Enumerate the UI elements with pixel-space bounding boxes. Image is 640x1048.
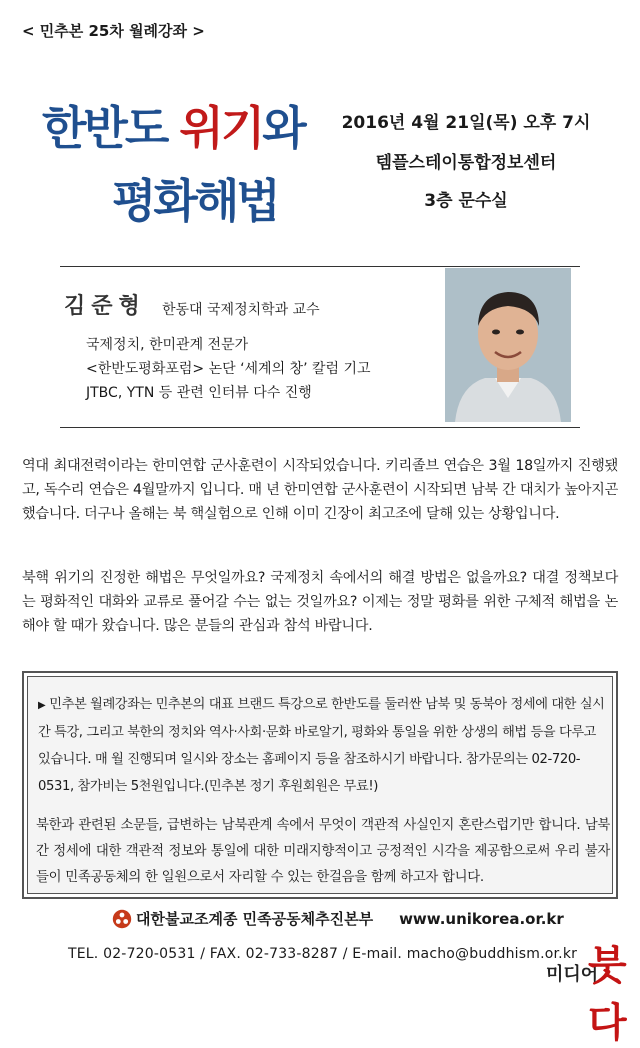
media-logo-text: 미디어 [546, 964, 599, 985]
divider-bottom [60, 427, 580, 428]
main-title-line2: 평화해법 [112, 174, 278, 228]
event-room: 3층 문수실 [424, 191, 508, 211]
speaker-name: 김준형 [64, 293, 146, 319]
series-label: < 민추본 25차 월례강좌 > [22, 22, 205, 40]
divider-top [60, 266, 580, 267]
body-paragraph-2: 북핵 위기의 진정한 해법은 무엇일까요? 국제정치 속에서의 해결 방법은 없을까요? 대결 정책보다는 평화적인 대화와 교류로 풀어갈 수는 없는 것일까요? 이제는 정말 평화를 위한 구체적 해법을 논해야 할 때가 왔습니다. 많은 분들의 관심과 참석 바랍니다. [22, 570, 618, 634]
info-box [22, 671, 618, 899]
media-logo-accent: 붓다 [588, 942, 627, 1046]
info-text-1 [38, 691, 608, 800]
speaker-credential: JTBC, YTN 등 관련 인터뷰 다수 진행 [86, 385, 312, 401]
organization-row [112, 908, 564, 929]
speaker-credential: <한반도평화포럼> 논단 ‘세계의 창’ 칼럼 기고 [86, 361, 371, 377]
title-part-crisis: 위기 [179, 101, 263, 155]
title-part-a: 한반도 [42, 101, 180, 155]
contact-info: TEL. 02-720-0531 / FAX. 02-733-8287 / E-mail. macho@buddhism.or.kr [68, 946, 578, 962]
info-text-1-body: 민추본 월례강좌는 민추본의 대표 브랜드 특강으로 한반도를 둘러싼 남북 및 동북아 정세에 대한 실시간 특강, 그리고 북한의 정치와 역사·사회·문화 바로알기, 평화와 통일을 위한 상생의 해법 등을 다루고 있습니다. 매 월 진행되며 일시와 장소는 홈페이지 등을 참조하시기 바랍니다. 참가문의는 02-720-0531, 참가비는 5천원입니다.(민추본 정기 후원회원은 무료!) [38, 697, 605, 794]
speaker-photo [445, 268, 571, 422]
event-date: 2016년 4월 21일(목) 오후 7시 [341, 113, 591, 133]
buddhist-emblem-icon [112, 909, 132, 929]
event-venue: 템플스테이통합정보센터 [375, 153, 557, 173]
body-paragraph-1: 역대 최대전력이라는 한미연합 군사훈련이 시작되었습니다. 키리졸브 연습은 3월 18일까지 진행됐고, 독수리 연습은 4월말까지 입니다. 매 년 한미연합 군사훈련이 시작되면 남북 간 대치가 높아지곤 했습니다. 더구나 올해는 북 핵실험으로 인해 이미 긴장이 최고조에 달해 있는 상황입니다. [22, 458, 618, 522]
website-link[interactable]: www.unikorea.or.kr [399, 909, 564, 928]
bullet-icon: ▶ [38, 700, 46, 711]
speaker-credential: 국제정치, 한미관계 전문가 [86, 337, 249, 353]
main-title-line1 [42, 92, 304, 158]
speaker-portrait-illustration [445, 268, 571, 422]
organization-name: 대한불교조계종 민족공동체추진본부 [136, 910, 374, 928]
media-buddha-logo [546, 940, 640, 1046]
info-text-2: 북한과 관련된 소문들, 급변하는 남북관계 속에서 무엇이 객관적 사실인지 혼란스럽기만 합니다. 남북 간 정세에 대한 객관적 정보와 통일에 대한 미래지향적이고 긍정적인 시각을 제공함으로써 우리 불자들이 민족공동체의 한 일원으로서 자리할 수 있는 한걸음을 함께 하고자 합니다. [36, 818, 610, 885]
speaker-affiliation: 한동대 국제정치학과 교수 [162, 302, 320, 318]
title-part-c: 와 [262, 101, 304, 155]
info-box-inner [27, 676, 613, 894]
